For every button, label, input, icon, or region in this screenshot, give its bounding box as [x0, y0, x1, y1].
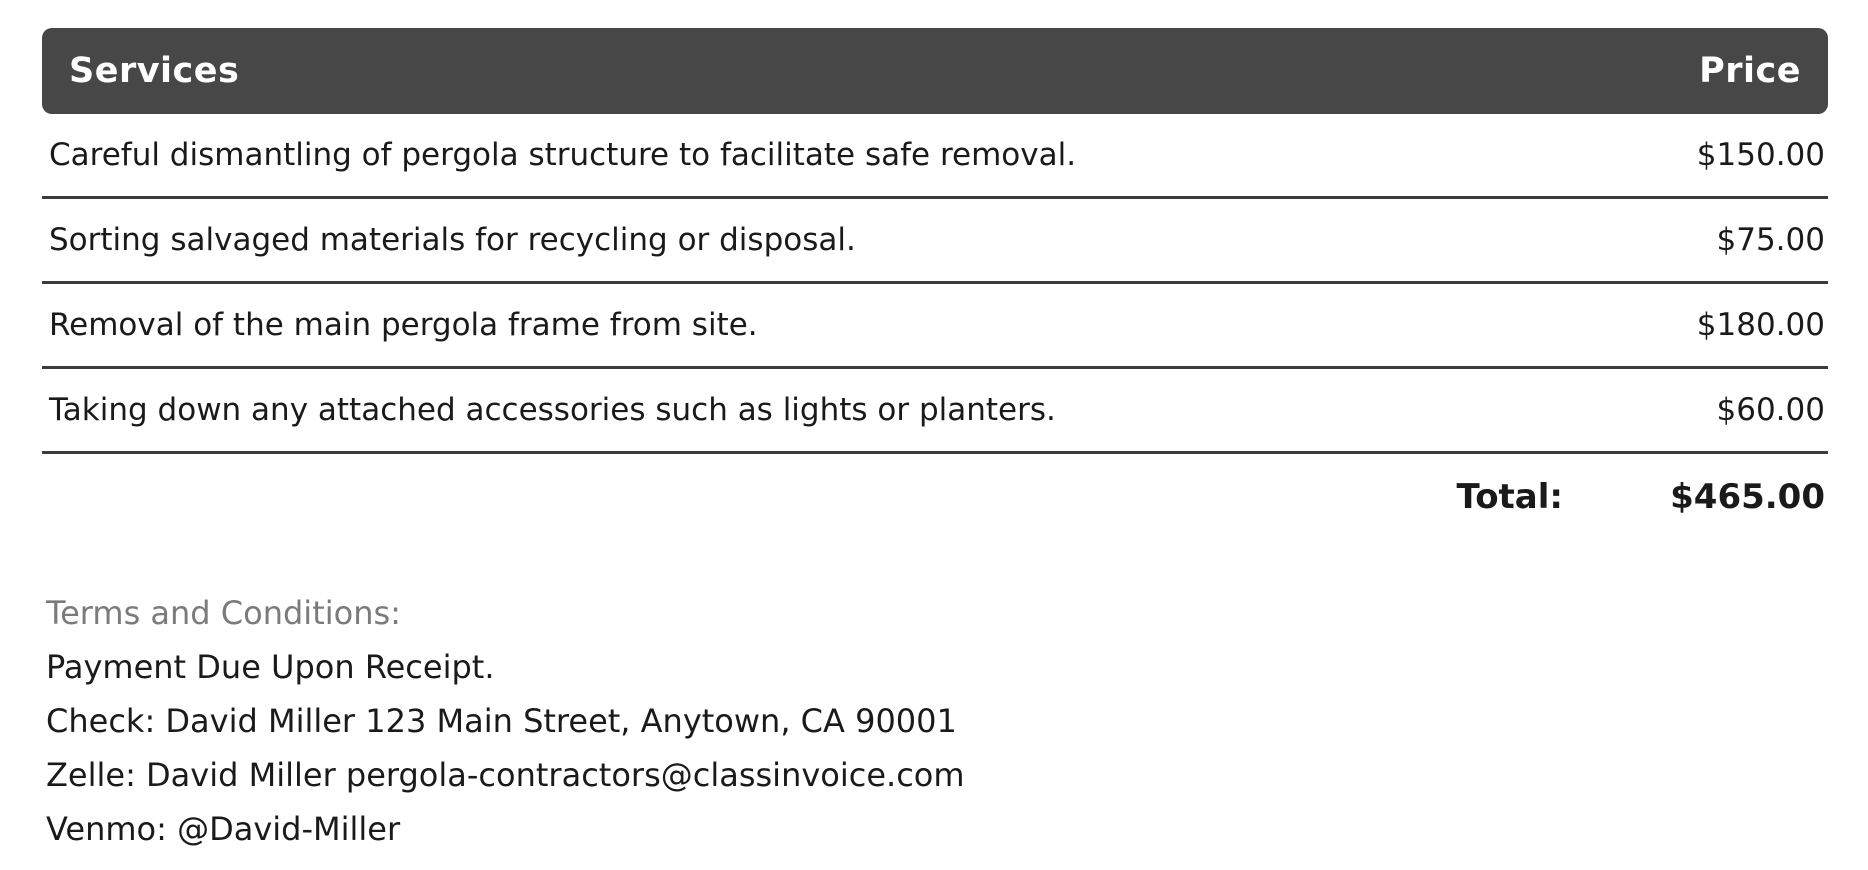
table-row: [42, 114, 1828, 199]
total-label: Total:: [1456, 477, 1563, 517]
service-price: $75.00: [1716, 222, 1825, 258]
service-description: Sorting salvaged materials for recycling or disposal.: [49, 222, 856, 258]
invoice-document: [42, 28, 1828, 856]
total-value: $465.00: [1670, 477, 1825, 517]
service-description: Careful dismantling of pergola structure to facilitate safe removal.: [49, 137, 1077, 173]
service-price: $60.00: [1716, 392, 1825, 428]
table-row: [42, 369, 1828, 454]
services-column-header: Services: [69, 51, 240, 91]
terms-section: [42, 586, 1828, 856]
terms-heading: Terms and Conditions:: [46, 594, 401, 632]
total-row: [42, 454, 1828, 540]
price-column-header: Price: [1699, 51, 1801, 91]
service-price: $180.00: [1696, 307, 1825, 343]
terms-line-check: Check: David Miller 123 Main Street, Anytown, CA 90001: [46, 702, 957, 740]
terms-line-payment: Payment Due Upon Receipt.: [46, 648, 495, 686]
table-row: [42, 284, 1828, 369]
services-table-header: [42, 28, 1828, 114]
service-description: Removal of the main pergola frame from site.: [49, 307, 758, 343]
service-description: Taking down any attached accessories such as lights or planters.: [49, 392, 1056, 428]
table-row: [42, 199, 1828, 284]
service-price: $150.00: [1696, 137, 1825, 173]
terms-line-venmo: Venmo: @David-Miller: [46, 810, 401, 848]
terms-line-zelle: Zelle: David Miller pergola-contractors@classinvoice.com: [46, 756, 965, 794]
